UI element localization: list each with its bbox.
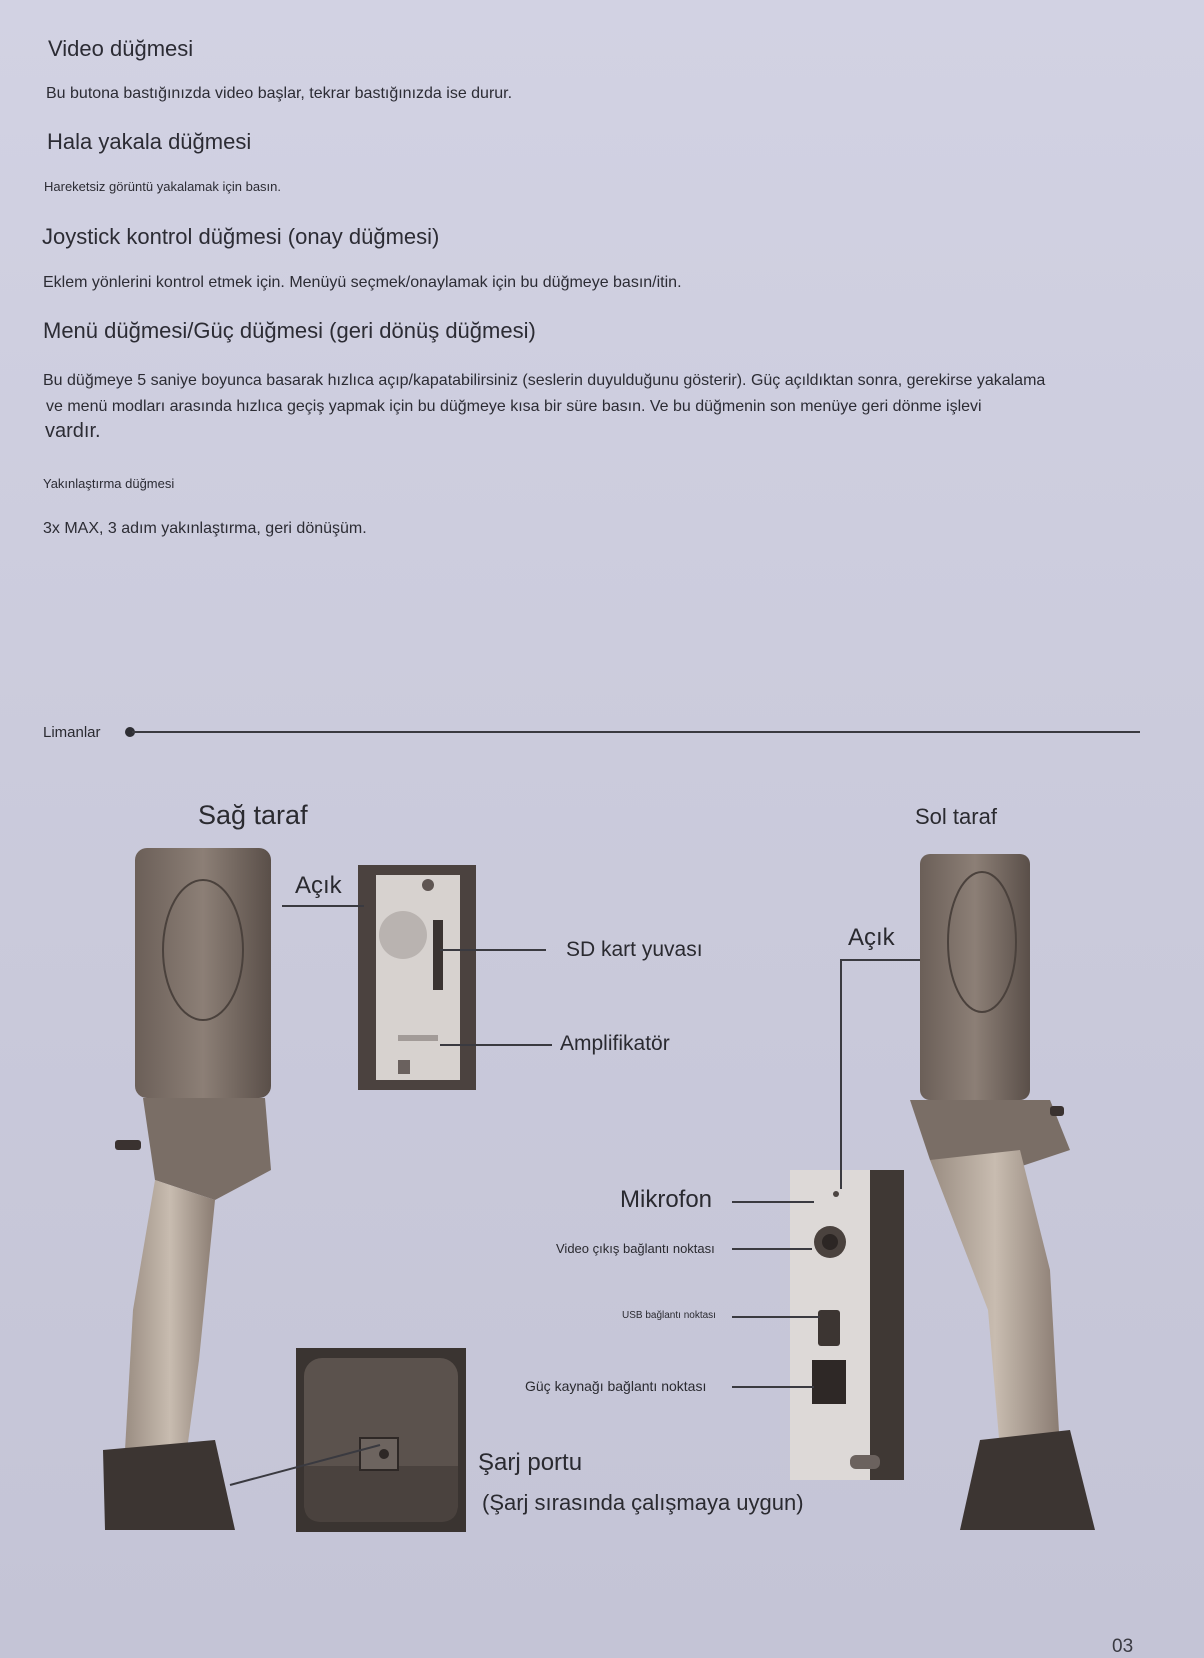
port-panel-photo — [790, 1170, 904, 1480]
label-video-out: Video çıkış bağlantı noktası — [556, 1241, 715, 1256]
callout-line-power — [732, 1386, 814, 1388]
label-amplifier: Amplifikatör — [560, 1032, 670, 1055]
text-video-button: Bu butona bastığınızda video başlar, tekrar bastığınızda ise durur. — [46, 85, 513, 102]
callout-line-open-left-v — [840, 959, 842, 1189]
label-usb: USB bağlantı noktası — [622, 1310, 716, 1321]
label-open-left: Açık — [848, 924, 895, 951]
heading-capture-button: Hala yakala düğmesi — [47, 129, 252, 154]
heading-video-button: Video düğmesi — [48, 36, 194, 61]
left-side-label: Sol taraf — [915, 804, 997, 829]
label-charge-note: (Şarj sırasında çalışmaya uygun) — [482, 1490, 804, 1515]
callout-line-open-right — [282, 905, 364, 907]
callout-line-open-left-h — [840, 959, 920, 961]
right-side-device-photo — [95, 840, 295, 1540]
page-number: 03 — [1112, 1636, 1134, 1657]
callout-line-video-out — [732, 1248, 812, 1250]
callout-line-usb — [732, 1316, 820, 1318]
label-power: Güç kaynağı bağlantı noktası — [525, 1378, 707, 1394]
text-joystick-button: Eklem yönlerini kontrol etmek için. Menüyü seçmek/onaylamak için bu düğmeye basın/itin. — [43, 274, 682, 291]
callout-line-microphone — [732, 1201, 814, 1203]
callout-line-charge-port — [230, 1440, 390, 1490]
label-sd-slot: SD kart yuvası — [566, 938, 703, 961]
heading-joystick-button: Joystick kontrol düğmesi (onay düğmesi) — [42, 224, 440, 249]
heading-zoom-button: Yakınlaştırma düğmesi — [43, 476, 175, 491]
text-capture-button: Hareketsiz görüntü yakalamak için basın. — [44, 179, 282, 194]
right-side-label: Sağ taraf — [198, 800, 308, 830]
label-open-right: Açık — [295, 872, 342, 899]
left-side-device-photo — [900, 850, 1100, 1540]
ports-divider — [132, 731, 1140, 733]
callout-line-amplifier — [440, 1044, 552, 1046]
label-microphone: Mikrofon — [620, 1186, 713, 1213]
text-zoom-button: 3x MAX, 3 adım yakınlaştırma, geri dönüşüm. — [43, 520, 367, 537]
text-menu-power-line2: ve menü modları arasında hızlıca geçiş yapmak için bu düğmeye kısa bir süre basın. Ve bu düğmenin son menüye geri dönme işlevi — [46, 398, 982, 415]
ports-title: Limanlar — [43, 724, 101, 741]
callout-line-sd-slot — [440, 949, 546, 951]
text-menu-power-line1: Bu düğmeye 5 saniye boyunca basarak hızlıca açıp/kapatabilirsiniz (seslerin duyulduğunu gösterir). Güç açıldıktan sonra, gerekirse yakalama — [43, 372, 1046, 389]
text-menu-power-line3: vardır. — [45, 420, 101, 442]
heading-menu-power-button: Menü düğmesi/Güç düğmesi (geri dönüş düğmesi) — [43, 318, 536, 343]
label-charge-port: Şarj portu — [478, 1449, 583, 1476]
sd-slot-photo — [358, 865, 476, 1090]
